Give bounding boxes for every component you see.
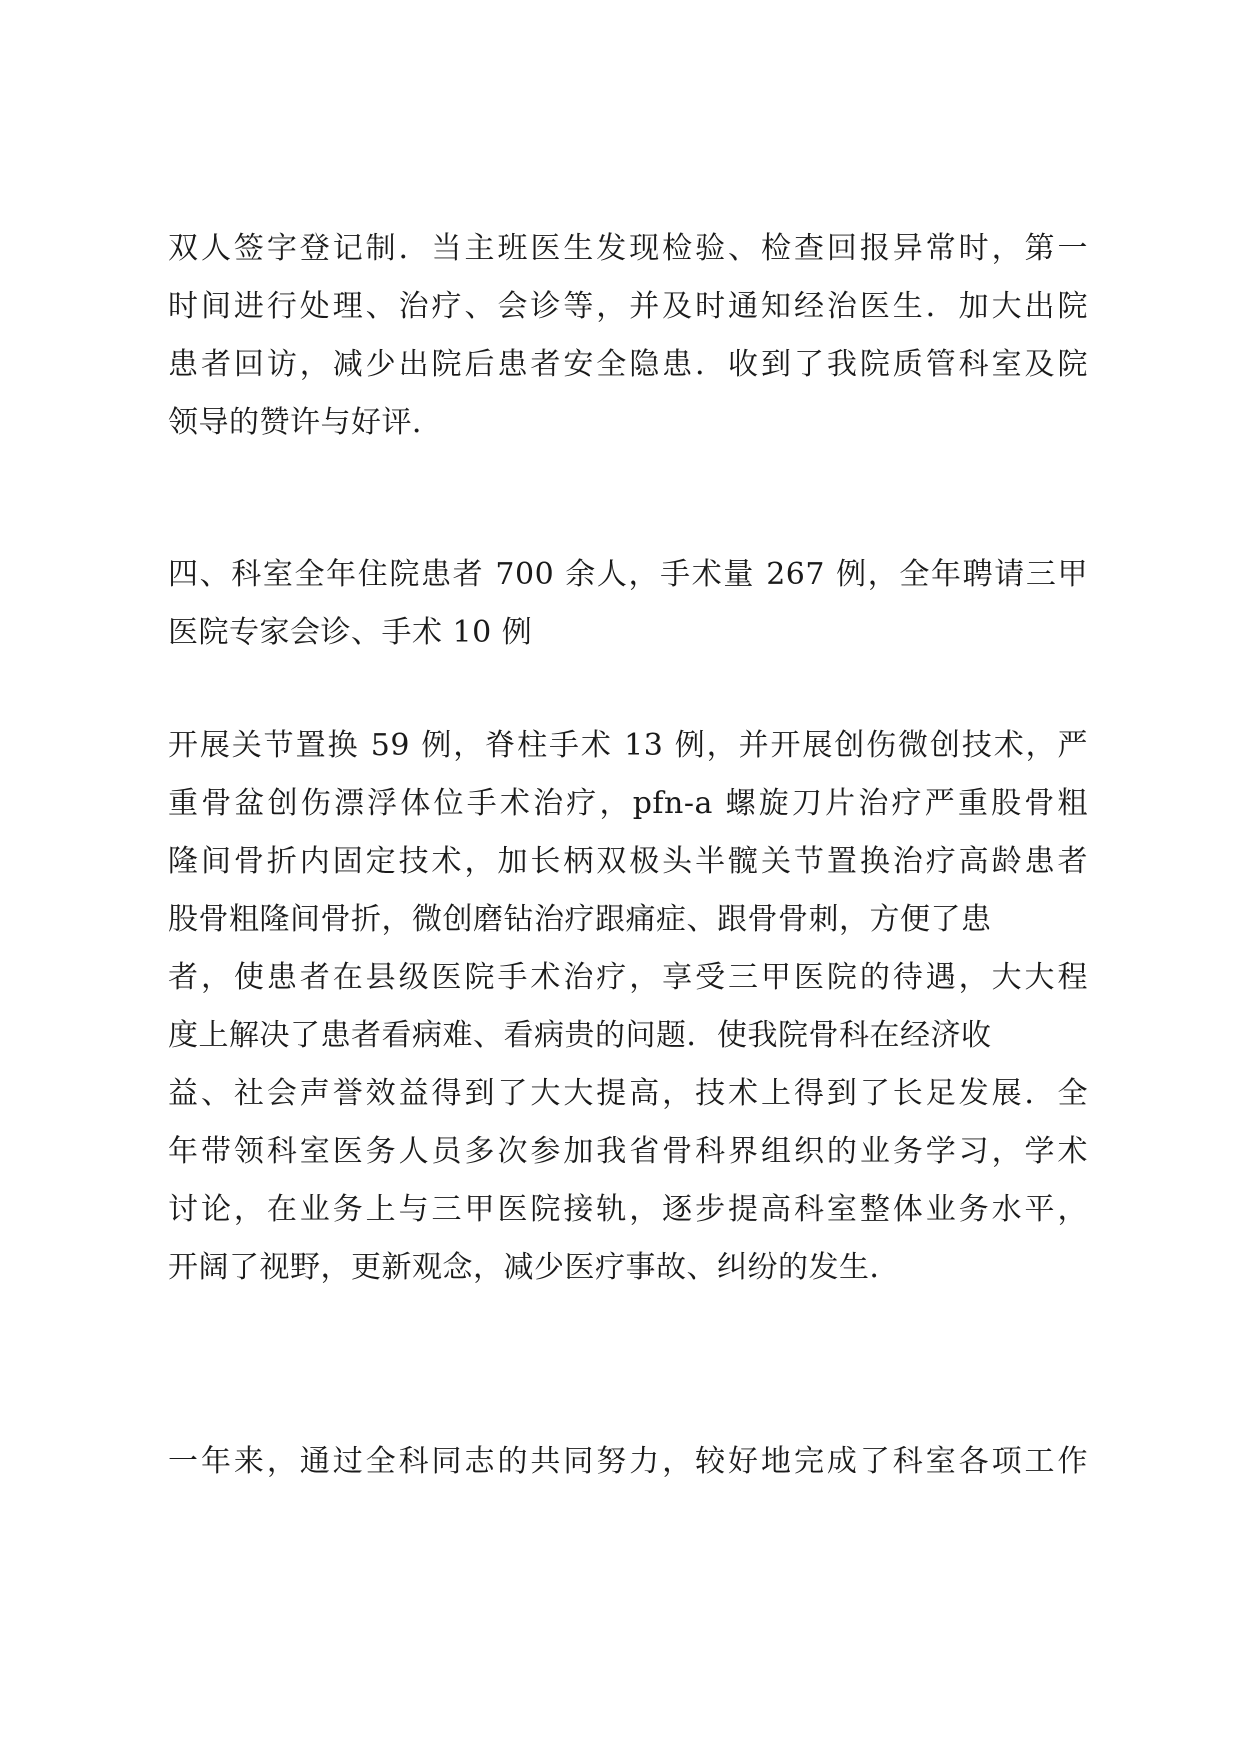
text-line: 开阔了视野，更新观念，减少医疗事故、纠纷的发生． (168, 1250, 900, 1285)
text-line: 益、社会声誉效益得到了大大提高，技术上得到了长足发展．全 (168, 1076, 1088, 1111)
text-line: 双人签字登记制．当主班医生发现检验、检查回报异常时，第一 (168, 231, 1088, 266)
text-line: 股骨粗隆间骨折，微创磨钻治疗跟痛症、跟骨骨刺，方便了患 (168, 902, 992, 937)
text-line: 四、科室全年住院患者 700 余人，手术量 267 例，全年聘请三甲 (168, 557, 1088, 592)
text-line: 讨论，在业务上与三甲医院接轨，逐步提高科室整体业务水平， (168, 1192, 1088, 1227)
text-line: 者，使患者在县级医院手术治疗，享受三甲医院的待遇，大大程 (168, 960, 1088, 995)
text-line: 领导的赞许与好评． (168, 405, 443, 440)
paragraph-4 (168, 1433, 1088, 1491)
text-line: 医院专家会诊、手术 10 例 (168, 615, 533, 650)
paragraph-2 (168, 546, 1088, 662)
text-line: 患者回访，减少出院后患者安全隐患．收到了我院质管科室及院 (168, 347, 1088, 382)
text-line: 重骨盆创伤漂浮体位手术治疗，pfn-a 螺旋刀片治疗严重股骨粗 (168, 786, 1088, 821)
text-line: 隆间骨折内固定技术，加长柄双极头半髋关节置换治疗高龄患者 (168, 844, 1088, 879)
text-line: 年带领科室医务人员多次参加我省骨科界组织的业务学习，学术 (168, 1134, 1088, 1169)
text-line: 时间进行处理、治疗、会诊等，并及时通知经治医生．加大出院 (168, 289, 1088, 324)
text-line: 开展关节置换 59 例，脊柱手术 13 例，并开展创伤微创技术，严 (168, 728, 1088, 763)
text-line: 度上解决了患者看病难、看病贵的问题．使我院骨科在经济收 (168, 1018, 992, 1053)
text-line: 一年来，通过全科同志的共同努力，较好地完成了科室各项工作 (168, 1444, 1088, 1479)
paragraph-1 (168, 220, 1088, 452)
paragraph-3 (168, 717, 1088, 1297)
